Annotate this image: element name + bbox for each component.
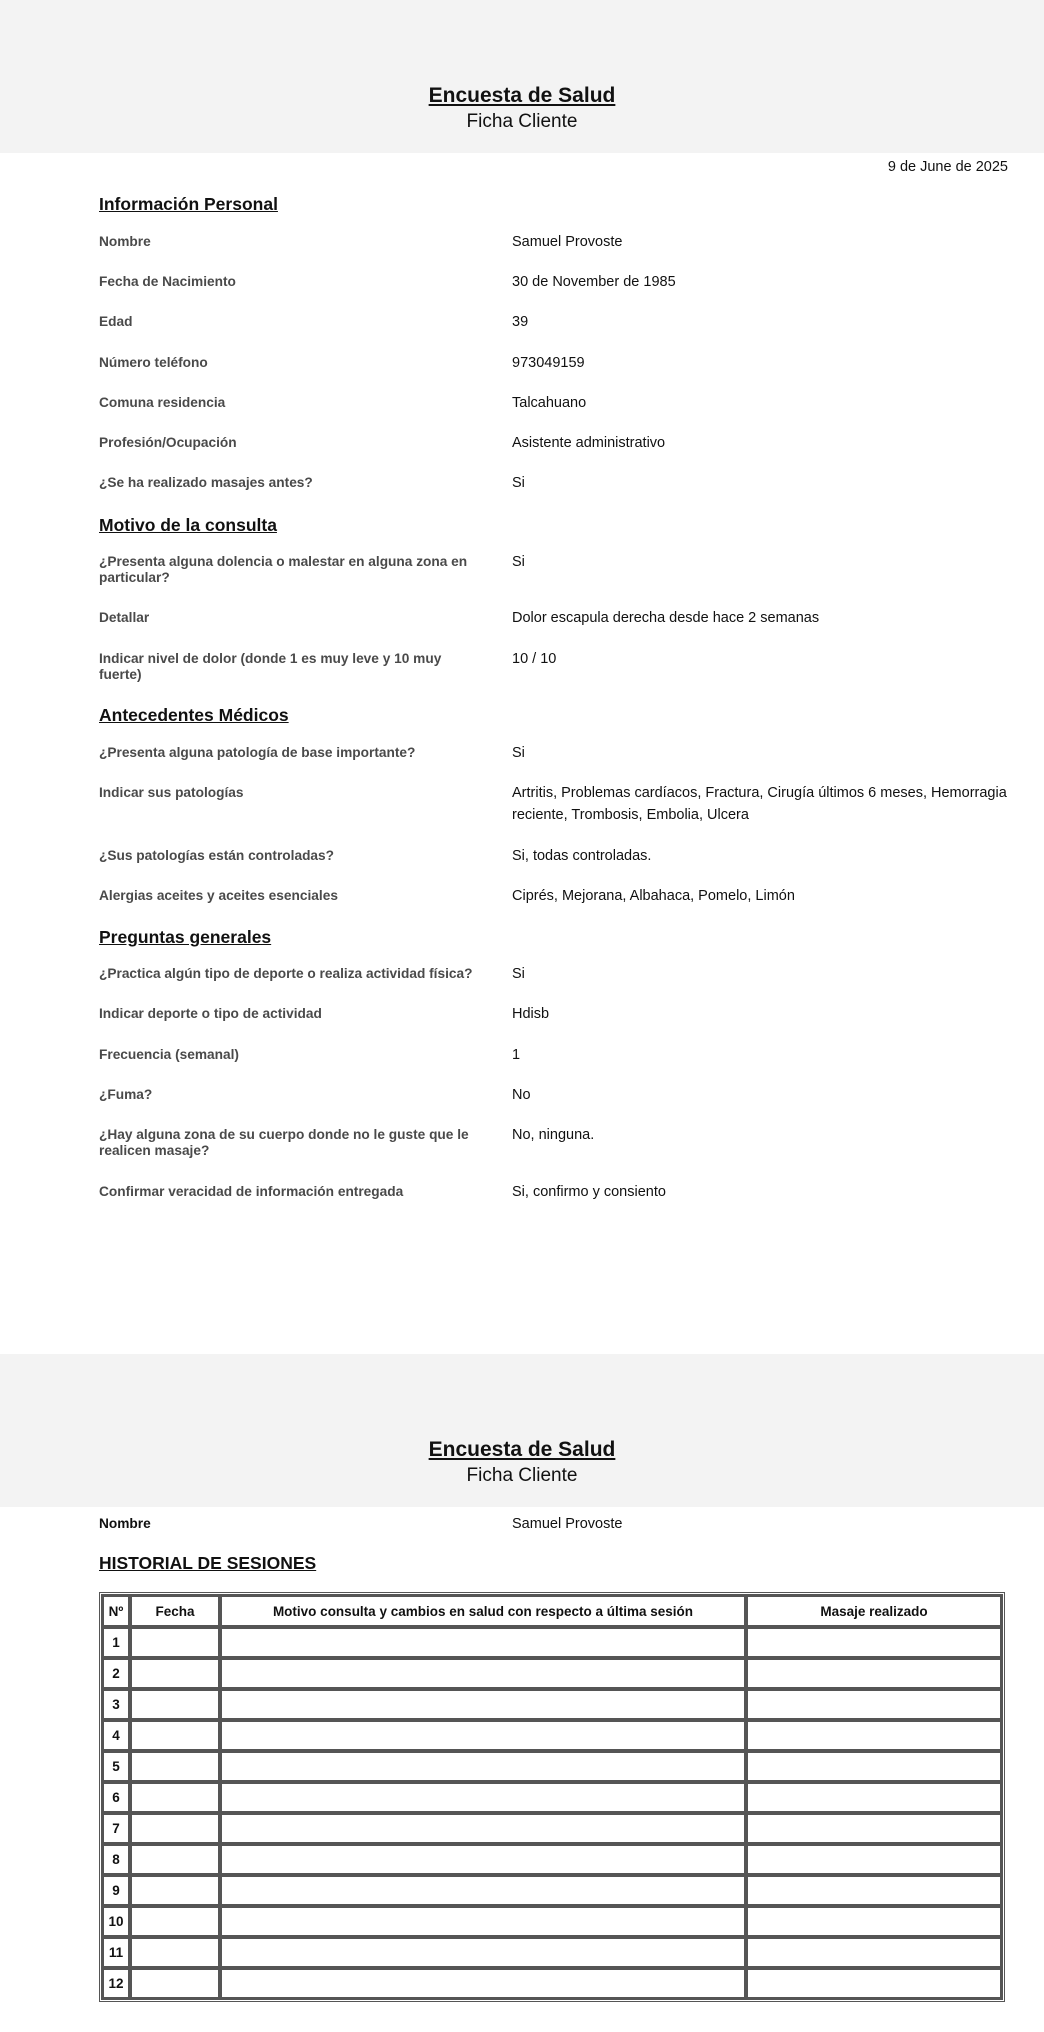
fecha-cell	[130, 1658, 220, 1689]
column-header-numero: Nº	[102, 1595, 130, 1627]
masaje-cell	[746, 1906, 1002, 1937]
table-row	[102, 1751, 1002, 1782]
table-row	[102, 1813, 1002, 1844]
table-row	[102, 1906, 1002, 1937]
section-title-historial-sesiones: HISTORIAL DE SESIONES	[99, 1553, 317, 1573]
field-value: No	[512, 1087, 531, 1103]
section-title-antecedentes-medicos: Antecedentes Médicos	[99, 705, 289, 725]
field-value: Si	[512, 475, 525, 491]
field-label: ¿Presenta alguna patología de base importante?	[99, 745, 416, 760]
field-label: Comuna residencia	[99, 395, 226, 410]
page-header	[0, 0, 1044, 153]
field-value: Talcahuano	[512, 395, 587, 411]
motivo-cell	[220, 1689, 746, 1720]
session-number-cell: 11	[102, 1937, 130, 1968]
table-row	[102, 1937, 1002, 1968]
masaje-cell	[746, 1720, 1002, 1751]
session-number-cell: 9	[102, 1875, 130, 1906]
fecha-cell	[130, 1627, 220, 1658]
session-number-cell: 6	[102, 1782, 130, 1813]
field-label: ¿Hay alguna zona de su cuerpo donde no le guste que le realicen masaje?	[99, 1127, 469, 1158]
column-header-fecha: Fecha	[130, 1595, 220, 1627]
session-number-cell: 3	[102, 1689, 130, 1720]
field-value: Si, todas controladas.	[512, 848, 652, 864]
field-value: 30 de November de 1985	[512, 274, 676, 290]
table-row	[102, 1658, 1002, 1689]
field-label: Indicar sus patologías	[99, 785, 244, 800]
field-label: Nombre	[99, 234, 151, 249]
document-date: 9 de June de 2025	[887, 159, 1008, 175]
session-number-cell: 5	[102, 1751, 130, 1782]
field-value: Si	[512, 745, 525, 761]
fecha-cell	[130, 1751, 220, 1782]
session-number-cell: 7	[102, 1813, 130, 1844]
masaje-cell	[746, 1813, 1002, 1844]
history-table	[99, 1592, 1005, 2002]
field-value: 10 / 10	[512, 651, 557, 667]
section-title-informacion-personal: Información Personal	[99, 194, 278, 214]
field-value: Samuel Provoste	[512, 1516, 623, 1532]
field-label: Detallar	[99, 610, 150, 625]
session-number-cell: 1	[102, 1627, 130, 1658]
page-2	[0, 1354, 1044, 2032]
fecha-cell	[130, 1906, 220, 1937]
survey-subtitle: Ficha Cliente	[466, 111, 578, 132]
survey-title: Encuesta de Salud	[428, 84, 616, 107]
field-label: Confirmar veracidad de información entregada	[99, 1184, 404, 1199]
session-number-cell: 4	[102, 1720, 130, 1751]
column-header-motivo: Motivo consulta y cambios en salud con respecto a última sesión	[220, 1595, 746, 1627]
field-value: Asistente administrativo	[512, 435, 666, 451]
table-row	[102, 1968, 1002, 1999]
table-row	[102, 1782, 1002, 1813]
fecha-cell	[130, 1844, 220, 1875]
masaje-cell	[746, 1937, 1002, 1968]
motivo-cell	[220, 1782, 746, 1813]
field-label: Indicar nivel de dolor (donde 1 es muy leve y 10 muy fuerte)	[99, 651, 442, 682]
table-row	[102, 1875, 1002, 1906]
motivo-cell	[220, 1937, 746, 1968]
field-label: ¿Presenta alguna dolencia o malestar en alguna zona en particular?	[99, 554, 468, 585]
field-label: Alergias aceites y aceites esenciales	[99, 888, 338, 903]
field-value: Dolor escapula derecha desde hace 2 semanas	[512, 610, 820, 626]
fecha-cell	[130, 1937, 220, 1968]
field-label: Indicar deporte o tipo de actividad	[99, 1006, 322, 1021]
motivo-cell	[220, 1844, 746, 1875]
field-label: ¿Sus patologías están controladas?	[99, 848, 335, 863]
field-value: 973049159	[512, 355, 585, 371]
survey-title: Encuesta de Salud	[428, 1438, 616, 1461]
fecha-cell	[130, 1813, 220, 1844]
session-number-cell: 8	[102, 1844, 130, 1875]
field-value: Si	[512, 966, 525, 982]
table-header-row	[102, 1595, 1002, 1627]
session-number-cell: 2	[102, 1658, 130, 1689]
fecha-cell	[130, 1782, 220, 1813]
field-label: Número teléfono	[99, 355, 208, 370]
motivo-cell	[220, 1627, 746, 1658]
fecha-cell	[130, 1968, 220, 1999]
masaje-cell	[746, 1627, 1002, 1658]
masaje-cell	[746, 1844, 1002, 1875]
section-title-preguntas-generales: Preguntas generales	[99, 927, 272, 947]
table-row	[102, 1720, 1002, 1751]
field-value: Samuel Provoste	[512, 234, 623, 250]
field-label: ¿Se ha realizado masajes antes?	[99, 475, 313, 490]
field-value: Artritis, Problemas cardíacos, Fractura, Cirugía últimos 6 meses, Hemorragia reciente, Trombosis, Embolia, Ulcera	[512, 785, 1007, 823]
motivo-cell	[220, 1658, 746, 1689]
motivo-cell	[220, 1968, 746, 1999]
field-label: Nombre	[99, 1516, 151, 1531]
field-value: 1	[512, 1047, 521, 1063]
field-value: Si	[512, 554, 525, 570]
section-title-motivo-consulta: Motivo de la consulta	[99, 515, 277, 535]
motivo-cell	[220, 1720, 746, 1751]
masaje-cell	[746, 1658, 1002, 1689]
masaje-cell	[746, 1782, 1002, 1813]
column-header-masaje: Masaje realizado	[746, 1595, 1002, 1627]
fecha-cell	[130, 1689, 220, 1720]
field-label: ¿Practica algún tipo de deporte o realiza actividad física?	[99, 966, 473, 981]
field-label: Frecuencia (semanal)	[99, 1047, 239, 1062]
survey-subtitle: Ficha Cliente	[466, 1465, 578, 1486]
table-row	[102, 1627, 1002, 1658]
field-label: Profesión/Ocupación	[99, 435, 237, 450]
motivo-cell	[220, 1906, 746, 1937]
masaje-cell	[746, 1875, 1002, 1906]
history-table-body	[102, 1627, 1002, 1999]
masaje-cell	[746, 1751, 1002, 1782]
field-value: No, ninguna.	[512, 1127, 595, 1143]
session-number-cell: 12	[102, 1968, 130, 1999]
field-value: Hdisb	[512, 1006, 550, 1022]
page-header	[0, 1354, 1044, 1507]
table-row	[102, 1689, 1002, 1720]
field-label: Fecha de Nacimiento	[99, 274, 236, 289]
masaje-cell	[746, 1689, 1002, 1720]
motivo-cell	[220, 1813, 746, 1844]
fecha-cell	[130, 1875, 220, 1906]
session-number-cell: 10	[102, 1906, 130, 1937]
field-value: Si, confirmo y consiento	[512, 1184, 666, 1200]
field-label: Edad	[99, 314, 133, 329]
motivo-cell	[220, 1875, 746, 1906]
field-value: Ciprés, Mejorana, Albahaca, Pomelo, Limón	[512, 888, 795, 904]
field-value: 39	[512, 314, 529, 330]
table-row	[102, 1844, 1002, 1875]
field-label: ¿Fuma?	[99, 1087, 153, 1102]
motivo-cell	[220, 1751, 746, 1782]
masaje-cell	[746, 1968, 1002, 1999]
fecha-cell	[130, 1720, 220, 1751]
